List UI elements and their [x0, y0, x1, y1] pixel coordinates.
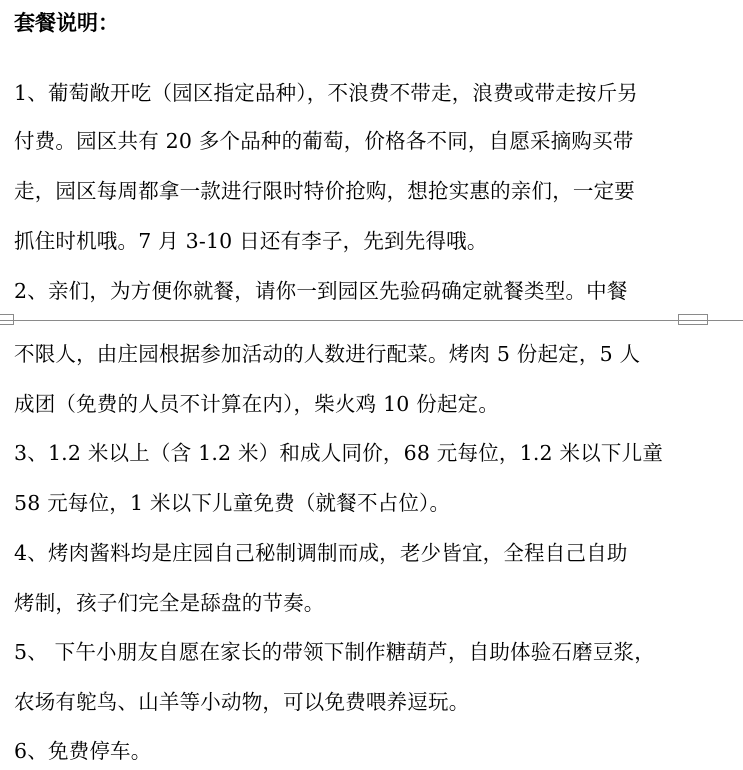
text-line: 不限人，由庄园根据参加活动的人数进行配菜。烤肉 5 份起定，5 人 [14, 342, 641, 366]
text-line: 58 元每位，1 米以下儿童免费（就餐不占位）。 [14, 491, 451, 515]
page-break-marker-right [678, 314, 708, 325]
text-line: 4、烤肉酱料均是庄园自己秘制调制而成，老少皆宜，全程自己自助 [14, 541, 628, 565]
page-break-marker-left [0, 314, 14, 325]
text-line: 付费。园区共有 20 多个品种的葡萄，价格各不同，自愿采摘购买带 [14, 129, 634, 153]
text-line: 烤制，孩子们完全是舔盘的节奏。 [14, 591, 325, 615]
text-line: 走，园区每周都拿一款进行限时特价抢购，想抢实惠的亲们，一定要 [14, 179, 635, 203]
text-line: 5、 下午小朋友自愿在家长的带领下制作糖葫芦，自助体验石磨豆浆， [14, 640, 655, 664]
text-line: 抓住时机哦。7 月 3-10 日还有李子，先到先得哦。 [14, 229, 488, 253]
text-line: 2、亲们，为方便你就餐，请你一到园区先验码确定就餐类型。中餐 [14, 279, 628, 303]
text-line: 6、免费停车。 [14, 739, 152, 763]
text-line: 农场有鸵鸟、山羊等小动物，可以免费喂养逗玩。 [14, 690, 470, 714]
document-title: 套餐说明： [14, 10, 119, 35]
text-line: 成团（免费的人员不计算在内），柴火鸡 10 份起定。 [14, 392, 500, 416]
text-line: 1、葡萄敞开吃（园区指定品种），不浪费不带走，浪费或带走按斤另 [14, 81, 638, 105]
page-break-line [0, 320, 743, 321]
text-line: 3、1.2 米以上（含 1.2 米）和成人同价，68 元每位，1.2 米以下儿童 [14, 441, 664, 465]
